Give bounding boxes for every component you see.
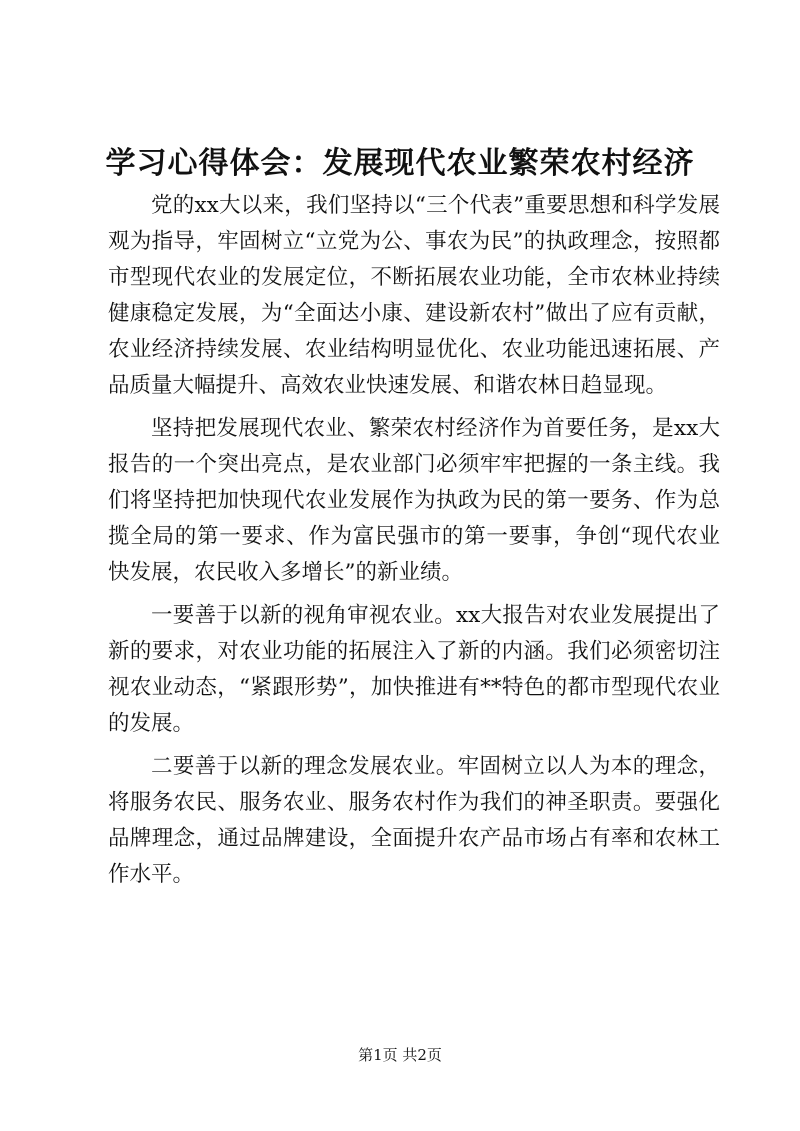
- paragraph-1: 党的xx大以来，我们坚持以“三个代表”重要思想和科学发展观为指导，牢固树立“立党为公、事农为民”的执政理念，按照都市型现代农业的发展定位，不断拓展农业功能，全市农林业持续健康稳定发展，为“全面达小康、建设新农村”做出了应有贡献，农业经济持续发展、农业结构明显优化、农业功能迅速拓展、产品质量大幅提升、高效农业快速发展、和谐农林日趋显现。: [108, 193, 720, 398]
- page-footer: 第1页 共2页: [358, 1046, 442, 1064]
- page-title: 学习心得体会：发展现代农业繁荣农村经济: [105, 146, 695, 181]
- paragraph-2: 坚持把发展现代农业、繁荣农村经济作为首要任务，是xx大报告的一个突出亮点，是农业部门必须牢牢把握的一条主线。我们将坚持把加快现代农业发展作为执政为民的第一要务、作为总揽全局的第一要求、作为富民强市的第一要事，争创“现代农业快发展，农民收入多增长”的新业绩。: [108, 416, 720, 585]
- paragraph-3: 一要善于以新的视角审视农业。xx大报告对农业发展提出了新的要求，对农业功能的拓展注入了新的内涵。我们必须密切注视农业动态，“紧跟形势”，加快推进有**特色的都市型现代农业的发展。: [108, 603, 720, 736]
- paragraph-4: 二要善于以新的理念发展农业。牢固树立以人为本的理念，将服务农民、服务农业、服务农村作为我们的神圣职责。要强化品牌理念，通过品牌建设，全面提升农产品市场占有率和农林工作水平。: [108, 754, 720, 887]
- document-body: [108, 188, 720, 900]
